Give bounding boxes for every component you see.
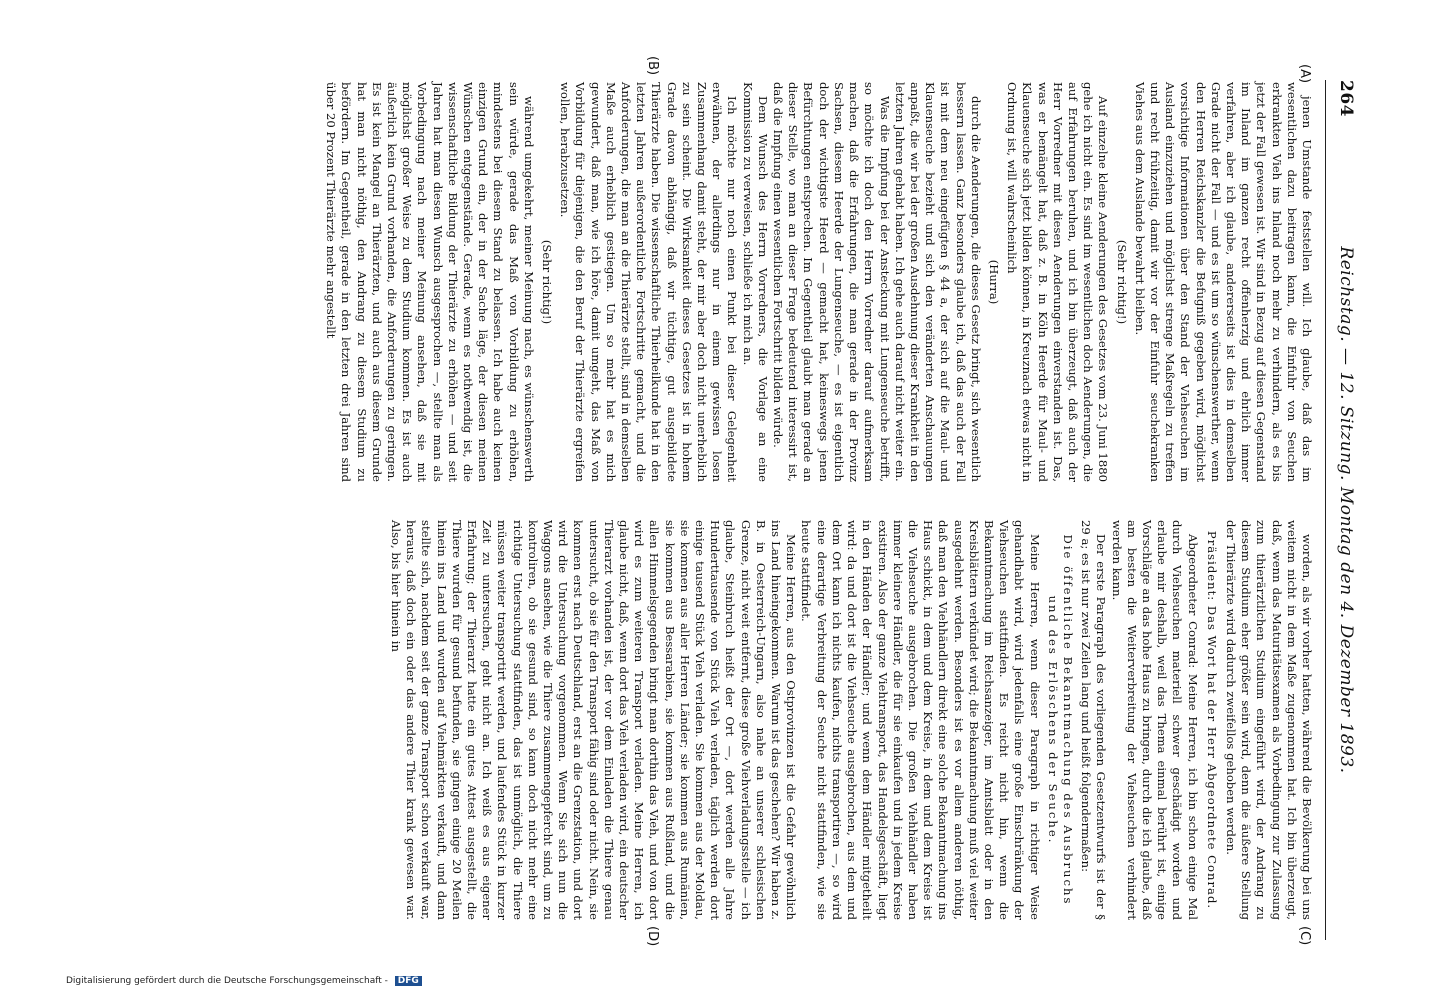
paragraph: Auf einzelne kleine Aenderungen des Gesetzes vom 23. Juni 1880 gehe ich nicht ein. Es sind im wesentlichen doch Aenderungen, die auf Erfahrungen beruhen, und ich bin überzeugt, daß auch der Herr Vorredner mit diesen Aenderungen einverstanden ist. Das, was er bemängelt hat, daß z. B. in Köln Heerde für Maul- und Klauenseuche sich jetzt bilden können, in Kreuznach etwas nicht in Ordnung ist, will wahrscheinlich <box>1005 82 1111 482</box>
margin-marker-c: (C) <box>1297 926 1312 946</box>
paragraph: Ich möchte nur noch einen Punkt bei dieser Gelegenheit erwähnen, der allerdings nur in einem gewissen losen Zusammenhang damit steht, der mir aber doch nicht unerheblich zu sein scheint. Die Wirksamkeit dieses Gesetzes ist in hohem Grade davon abhängig, daß wir tüchtige, gut ausgebildete Thierärzte haben. Die wissenschaftliche Thierheilkunde hat in den letzten Jahren außerordentliche Fortschritte gemacht, und die Anforderungen, die man an die Thierärzte stellt, sind in demselben Maße auch erheblich gestiegen. Um so mehr hat es mich gewundert, daß man, wie ich höre, damit umgeht, das Maß von Vorbildung für diejenigen, die den Beruf der Thierärzte ergreifen wollen, herabzusetzen. <box>558 82 740 482</box>
digitization-credit <box>66 976 422 986</box>
right-text-column <box>388 520 1314 920</box>
header-rule <box>1325 80 1326 940</box>
paragraph: während umgekehrt, meiner Meinung nach, es wünschenswerth sein würde, gerade das Maß von Vorbildung zu erhöhen, mindestens bei diesem Stand zu belassen. Ich habe auch keinen einzigen Grund ein, der in der Sache läge, der diesen meinen Wünschen entgegenstände. Gerade, wenn es nothwendig ist, die wissenschaftliche Bildung der Thierärzte zu erhöhen — und seit Jahren hat man diesen Wunsch ausgesprochen —, stellte man als Vorbedingung nach meiner Meinung ansehen, daß sie mit möglichst großer Weise zu dem Studium kommen. Es ist auch äußerlich kein Grund vorhanden, die Anforderungen zu geringen. Es ist kein Mangel an Thierärzten, und auch aus diesem Grunde hat man nicht nöthig, den Andrang zu diesem Studium zu befördern. Im Gegentheil, gerade in den letzten drei Jahren sind über 20 Prozent Thierärzte mehr angestellt <box>324 82 536 482</box>
paragraph: jenen Umstande feststellen will. Ich glaube, daß das im wesentlichen dazu beitragen kann, die Einfuhr von Seuchen erkrankten Vieh ins Inland noch mehr zu verhindern, als es bis jetzt der Fall gewesen ist. Wir sind in Bezug auf diesen Gegenstand im Inland im ganzen recht offenherzig und ehrlich immer verfahren, aber ich glaube, andererseits ist dies in demselben Grade nicht der Fall — und es ist um so wünschenswerther, wenn den Herren Reichskanzler die Befugniß gegeben wird, möglichst vorsichtige Informationen über den Stand der Viehseuchen im Ausland einzuziehen und möglichst strenge Maßregeln zu treffen und recht frühzeitig, damit wir vor der Einfuhr seuchekranken Viehes aus dem Auslande bewahrt bleiben. <box>1132 82 1314 482</box>
margin-marker-b: (B) <box>645 56 660 76</box>
margin-marker-d: (D) <box>645 926 660 947</box>
margin-marker-a: (A) <box>1297 64 1312 84</box>
paragraph: durch die Aenderungen, die dieses Gesetz bringt, sich wesentlich bessern lassen. Ganz besonders glaube ich, daß das auch der Fall ist mit dem neu eingefügten § 44 a, der sich auf die Maul- und Klauenseuche bezieht und sich den veränderten Anschauungen anpaßt, die wir bei der großen Ausdehnung dieser Krankheit in den letzten Jahren gehabt haben. Ich gehe auch darauf nicht weiter ein. <box>892 82 983 482</box>
paragraph: Was die Impfung bei der Ansteckung mit Lungenseuche betrifft, so möchte ich doch den Herrn Vorredner darauf aufmerksam machen, daß die Erfahrungen, die man gerade in der Provinz Sachsen, diesem Heerde der Lungenseuche, — es ist eigentlich doch der wichtigste Heerd — gemacht hat, keineswegs jenen Befürchtungen entsprechen. Im Gegentheil glaubt man gerade an dieser Stelle, wo man an dieser Frage bedeutend interessirt ist, daß die Impfung einen wesentlichen Fortschritt bilden würde. <box>771 82 892 482</box>
page-running-title: Reichstag. — 12. Sitzung. Montag den 4. Dezember 1893. <box>1336 246 1356 774</box>
left-text-column <box>323 82 1314 482</box>
dfg-logo: DFG <box>395 976 422 986</box>
paragraph: Der erste Paragraph des vorliegenden Gesetzentwurfs ist der § 29 a; es ist nur zwei Zeilen lang und heißt folgendermaßen: <box>1079 520 1109 920</box>
speaker-line: Präsident: Das Wort hat der Herr Abgeordnete Conrad. <box>1204 530 1219 910</box>
paragraph: Dem Wunsch des Herrn Vorredners, die Vorlage an eine Kommission zu verweisen, schließe ich mich an. <box>740 82 770 482</box>
interjection: (Sehr richtig!) <box>1114 239 1129 325</box>
interjection: (Sehr richtig!) <box>540 239 555 325</box>
rotated-scan-page <box>36 20 1396 986</box>
paragraph: worden, als wir vorher hatten, während die Bevölkerung bei uns weitem nicht in dem Maße zugenommen hat. Ich bin überzeugt, daß, wenn das Maturitätsexamen als Vorbedingung zur Zulassung zum thierärztlichen Studium eingeführt wird, der Andrang zu diesem Studium eher größer sein wird, denn die äußere Stellung der Thierärzte wird dadurch zweifellos gehoben werden. <box>1223 520 1314 920</box>
paragraph: Meine Herren, wenn dieser Paragraph in richtiger Weise gehandhabt wird, wird jedenfalls eine große Einschränkung der Viehseuchen stattfinden. Es reicht nicht hin, wenn die Bekanntmachung im Reichsanzeiger, im Amtsblatt oder in den Kreisblättern verkündet wird; die Bekanntmachung muß viel weiter ausgedehnt werden. Besonders ist es vor allem anderen nöthig, daß man den Viehhändlern direkt eine solche Bekanntmachung ins Haus schickt, in dem und dem Kreise, in dem und dem Kreise ist die Viehseuche ausgebrochen. Die großen Viehhändler haben immer kleinere Händler, die für sie einkaufen und in jedem Kreise existiren. Also der ganze Viehtransport, das Handelsgeschäft, liegt in den Händen der Händler; und wenn dem Händler mitgetheilt wird: da und dort ist die Viehseuche ausgebrochen, aus dem und dem Ort kann ich nichts kaufen, nichts transportiren —, so wird eine derartige Verbreitung der Seuche nicht stattfinden, wie sie heute stattfindet. <box>799 520 1042 920</box>
paragraph: Meine Herren, aus den Ostprovinzen ist die Gefahr gewöhnlich ins Land hineingekommen. Warum ist das geschehen? Wir haben z. B. in Oesterreich-Ungarn, also nahe an unserer schlesischen Grenze, nicht weit entfernt, diese große Viehverladungsstelle — ich glaube, Steinbruch heißt der Ort —, dort werden alle Jahre Hunderttausende von Stück Vieh verladen, täglich werden dort einige tausend Stück Vieh verladen. Sie kommen aus der Moldau, sie kommen aus aller Herren Länder; sie kommen aus Rumänien, sie kommen aus Bessarabien, sie kommen aus Rußland, und die allen Himmelsgegenden bringt man dorthin das Vieh, und von dort wird es zum weiteren Transport verladen. Meine Herren, ich glaube nicht, daß, wenn dort das Vieh verladen wird, ein deutscher Thierarzt vorhanden ist, der vor dem Einladen die Thiere genau untersucht, ob sie für den Transport fähig sind oder nicht. Nein, sie kommen erst nach Deutschland, erst an die Grenzstation, und dort wird die Untersuchung vorgenommen. Wenn Sie sich nun die Waggons ansehen, wie die Thiere zusammengepfercht sind, um zu kontroliren, ob sie gesund sind, so kann doch nicht mehr eine richtige Untersuchung stattfinden, das ist unmöglich, die Thiere müssen weiter transportirt werden, und laufendes Stück in kurzer Zeit zu untersuchen, geht nicht an. Ich weiß es aus eigener Erfahrung; der Thierarzt hatte ein gutes Attest ausgestellt, die Thiere wurden für gesund befunden, sie gingen einige 20 Meilen hinein ins Land und wurden auf Viehmärkten verkauft, und dann stellte sich, nachdem seit der ganze Transport schon verkauft war, heraus, daß doch ein oder das andere Thier krank gewesen war. Also, bis hier hinein in <box>389 520 799 920</box>
page-number: 264 <box>1336 80 1356 117</box>
credit-text: Digitalisierung gefördert durch die Deutsche Forschungsgemeinschaft - <box>66 976 388 986</box>
page-header <box>1326 80 1356 940</box>
paragraph: Abgeordneter Conrad: Meine Herren, ich bin schon einige Mal durch Viehseuchen materiell schwer geschädigt worden und erlaube mir deshalb, weil das Thema einmal berührt ist, einige Vorschläge an das hohe Haus zu bringen, durch die ich glaube, daß am besten die Weiterverbreitung der Viehseuchen verhindert werden kann. <box>1109 520 1200 920</box>
quoted-provision: Die öffentliche Bekanntmachung des Ausbruchs und des Erlöschens der Seuche. <box>1045 534 1075 906</box>
interjection: (Hurra) <box>986 259 1001 305</box>
